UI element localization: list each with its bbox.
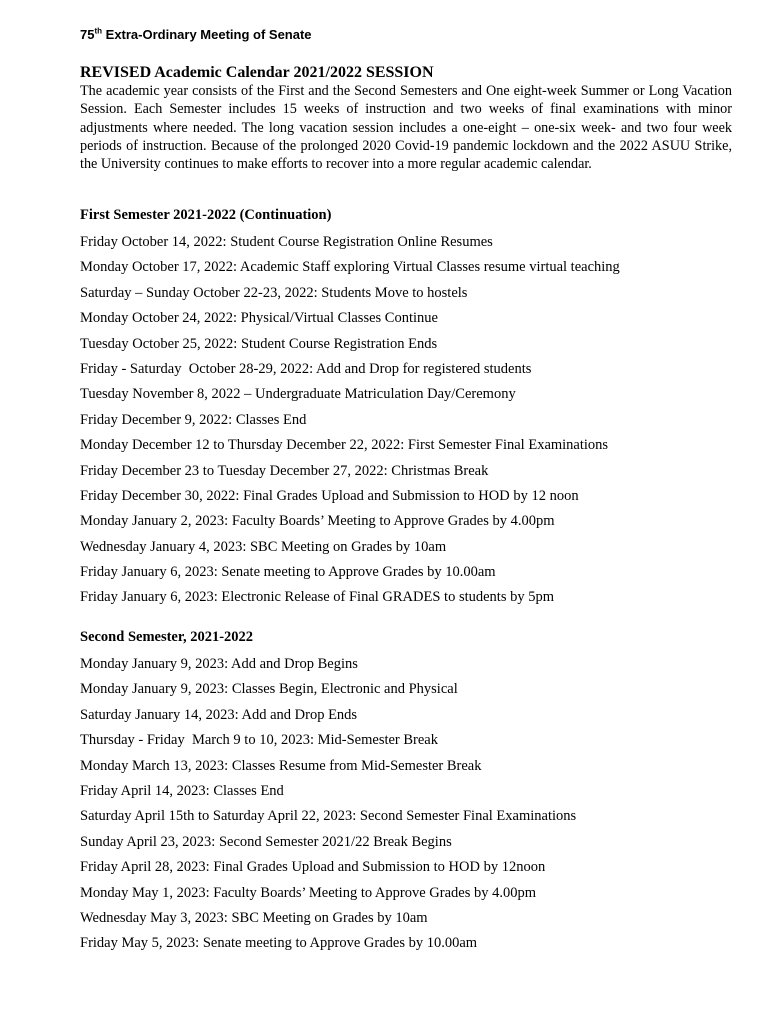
- calendar-event: Monday October 17, 2022: Academic Staff exploring Virtual Classes resume virtual teaching: [80, 259, 620, 276]
- calendar-event: Monday March 13, 2023: Classes Resume from Mid-Semester Break: [80, 757, 482, 774]
- calendar-event: Friday January 6, 2023: Senate meeting to Approve Grades by 10.00am: [80, 564, 496, 581]
- calendar-event: Friday April 28, 2023: Final Grades Upload and Submission to HOD by 12noon: [80, 859, 546, 876]
- calendar-event: Monday January 9, 2023: Classes Begin, Electronic and Physical: [80, 681, 458, 698]
- calendar-event: Wednesday May 3, 2023: SBC Meeting on Grades by 10am: [80, 909, 428, 926]
- calendar-event: Wednesday January 4, 2023: SBC Meeting on Grades by 10am: [80, 538, 447, 555]
- calendar-event: Monday May 1, 2023: Faculty Boards’ Meeting to Approve Grades by 4.00pm: [80, 884, 537, 901]
- calendar-event: Friday - Saturday October 28-29, 2022: Add and Drop for registered students: [80, 360, 532, 377]
- calendar-event: Friday April 14, 2023: Classes End: [80, 782, 284, 799]
- calendar-event: Friday December 9, 2022: Classes End: [80, 411, 307, 428]
- meeting-title: Extra-Ordinary Meeting of Senate: [102, 27, 312, 42]
- meeting-ordinal: th: [94, 26, 103, 36]
- calendar-event: Monday January 9, 2023: Add and Drop Begins: [80, 656, 358, 672]
- calendar-event: Saturday – Sunday October 22-23, 2022: Students Move to hostels: [80, 284, 468, 301]
- intro-paragraph: The academic year consists of the First and the Second Semesters and One eight-week Summer or Long Vacation Session. Each Semester includes 15 weeks of instruction and two weeks of final examinations with minor adjustments where needed. The long vacation session includes a one-eight – one-six week- and two four week periods of instruction. Because of the prolonged 2020 Covid-19 pandemic lockdown and the 2022 ASUU Strike, the University continues to make efforts to recover into a more regular academic calendar.: [80, 83, 732, 173]
- second-semester-heading: Second Semester, 2021-2022: [80, 629, 254, 645]
- calendar-event: Saturday January 14, 2023: Add and Drop Ends: [80, 706, 358, 723]
- first-semester-events: [80, 233, 620, 614]
- document-title: REVISED Academic Calendar 2021/2022 SESSION: [80, 64, 434, 81]
- calendar-event: Friday May 5, 2023: Senate meeting to Approve Grades by 10.00am: [80, 935, 478, 952]
- calendar-event: Friday December 30, 2022: Final Grades Upload and Submission to HOD by 12 noon: [80, 487, 579, 504]
- calendar-event: Monday October 24, 2022: Physical/Virtual Classes Continue: [80, 310, 438, 327]
- calendar-event: Monday January 2, 2023: Faculty Boards’ Meeting to Approve Grades by 4.00pm: [80, 513, 555, 530]
- first-semester-heading: First Semester 2021-2022 (Continuation): [80, 207, 332, 223]
- calendar-event: Monday December 12 to Thursday December 22, 2022: First Semester Final Examinations: [80, 437, 609, 454]
- calendar-event: Saturday April 15th to Saturday April 22, 2023: Second Semester Final Examinations: [80, 808, 577, 825]
- calendar-event: Thursday - Friday March 9 to 10, 2023: Mid-Semester Break: [80, 732, 438, 749]
- calendar-event: Friday October 14, 2022: Student Course Registration Online Resumes: [80, 234, 493, 250]
- calendar-event: Friday December 23 to Tuesday December 27, 2022: Christmas Break: [80, 462, 489, 479]
- calendar-event: Friday January 6, 2023: Electronic Release of Final GRADES to students by 5pm: [80, 589, 554, 606]
- calendar-event: Sunday April 23, 2023: Second Semester 2021/22 Break Begins: [80, 833, 452, 850]
- calendar-event: Tuesday October 25, 2022: Student Course Registration Ends: [80, 335, 438, 352]
- second-semester-events: [80, 655, 576, 960]
- meeting-number: 75: [80, 27, 95, 42]
- calendar-event: Tuesday November 8, 2022 – Undergraduate Matriculation Day/Ceremony: [80, 386, 516, 403]
- page-header: [80, 27, 312, 42]
